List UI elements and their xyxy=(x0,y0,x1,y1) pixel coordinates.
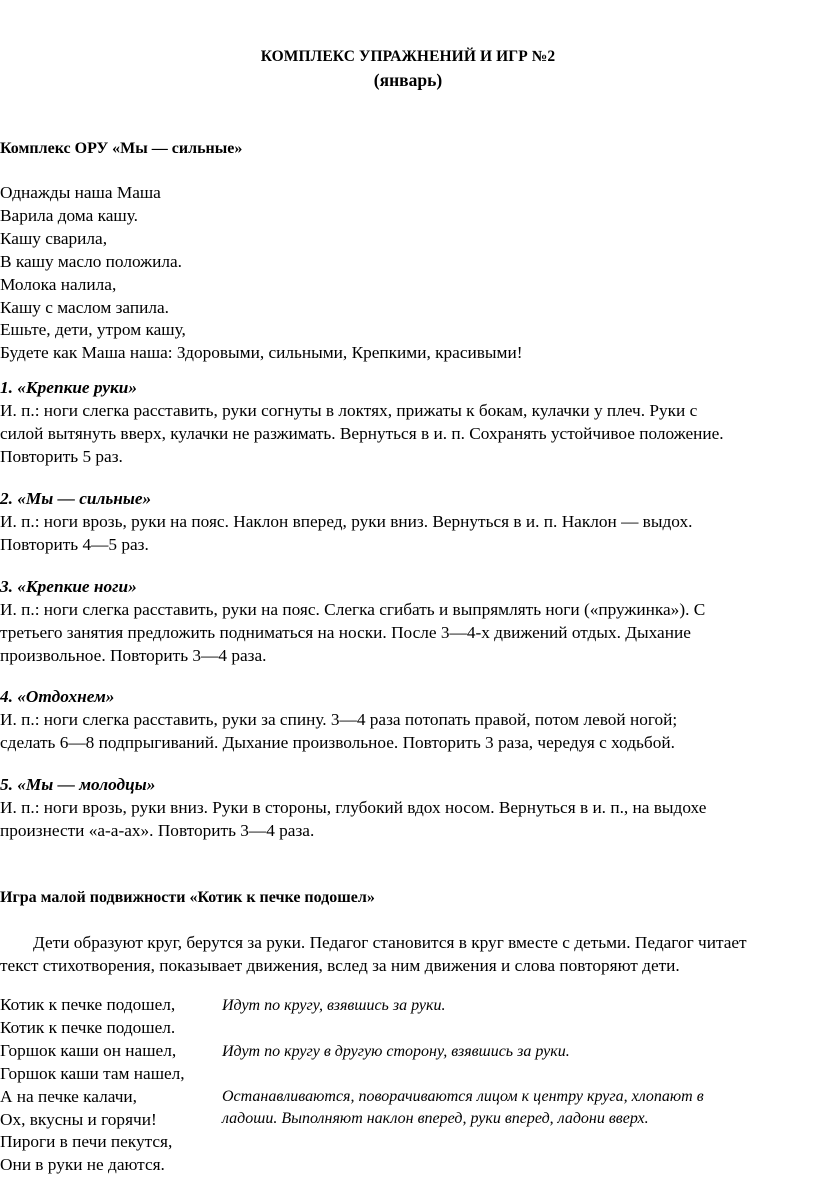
exercise-text: силой вытянуть вверх, кулачки не разжимать. Вернуться в и. п. Сохранять устойчивое положение. xyxy=(0,423,724,443)
oru-poem xyxy=(0,182,816,365)
game-intro-line: текст стихотворения, показывает движения, вслед за ним движения и слова повторяют дети. xyxy=(0,955,680,975)
exercise-text: произвольное. Повторить 3—4 раза. xyxy=(0,645,267,665)
exercise-5 xyxy=(0,774,816,843)
exercise-text: И. п.: ноги врозь, руки на пояс. Наклон вперед, руки вниз. Вернуться в и. п. Наклон — выдох. xyxy=(0,511,693,531)
oru-heading: Комплекс ОРУ «Мы — сильные» xyxy=(0,140,243,157)
exercise-text: И. п.: ноги врозь, руки вниз. Руки в стороны, глубокий вдох носом. Вернуться в и. п., на выдохе xyxy=(0,797,707,817)
verse-line: А на печке калачи, xyxy=(0,1086,137,1106)
game-action: Останавливаются, поворачиваются лицом к центру круга, хлопают в xyxy=(222,1088,704,1105)
exercise-heading: 3. «Крепкие ноги» xyxy=(0,577,137,596)
exercise-text: И. п.: ноги слегка расставить, руки согнуты в локтях, прижаты к бокам, кулачки у плеч. Руки с xyxy=(0,400,698,420)
exercise-2 xyxy=(0,488,816,557)
exercise-text: третьего занятия предложить подниматься на носки. После 3—4-х движений отдых. Дыхание xyxy=(0,622,691,642)
exercise-text: И. п.: ноги слегка расставить, руки на пояс. Слегка сгибать и выпрямлять ноги («пружинка»). С xyxy=(0,599,706,619)
game-action: Идут по кругу, взявшись за руки. xyxy=(222,997,446,1014)
exercise-text: произнести «а-а-ах». Повторить 3—4 раза. xyxy=(0,820,315,840)
poem-line: Варила дома кашу. xyxy=(0,205,138,225)
exercise-1 xyxy=(0,377,816,469)
game-action: Идут по кругу в другую сторону, взявшись за руки. xyxy=(222,1043,570,1060)
verse-line: Они в руки не даются. xyxy=(0,1155,165,1175)
exercise-text: Повторить 4—5 раз. xyxy=(0,534,149,554)
verse-line: Котик к печке подошел, xyxy=(0,995,176,1014)
poem-line: Кашу с маслом запила. xyxy=(0,297,169,317)
exercise-text: сделать 6—8 подпрыгиваний. Дыхание произвольное. Повторить 3 раза, чередуя с ходьбой. xyxy=(0,732,675,752)
document-title: КОМПЛЕКС УПРАЖНЕНИЙ И ИГР №2 xyxy=(260,48,556,65)
exercise-4 xyxy=(0,686,816,755)
verse-line: Пироги в печи пекутся, xyxy=(0,1132,173,1152)
poem-line: Будете как Маша наша: Здоровыми, сильными, Крепкими, красивыми! xyxy=(0,343,523,363)
exercise-text: Повторить 5 раз. xyxy=(0,446,123,466)
document-subtitle-month: (январь) xyxy=(373,70,443,90)
verse-line: Ох, вкусны и горячи! xyxy=(0,1109,157,1129)
exercise-3 xyxy=(0,576,816,668)
game-intro-line: Дети образуют круг, берутся за руки. Педагог становится в круг вместе с детьми. Педагог читает xyxy=(33,933,747,952)
exercise-heading: 2. «Мы — сильные» xyxy=(0,489,152,508)
game-heading: Игра малой подвижности «Котик к печке подошел» xyxy=(0,889,375,906)
verse-line: Горшок каши там нашел, xyxy=(0,1063,185,1083)
exercise-heading: 1. «Крепкие руки» xyxy=(0,378,138,397)
poem-line: Однажды наша Маша xyxy=(0,183,161,202)
exercise-heading: 5. «Мы — молодцы» xyxy=(0,775,156,794)
poem-line: Кашу сварила, xyxy=(0,228,108,248)
game-action: ладоши. Выполняют наклон вперед, руки вперед, ладони вверх. xyxy=(222,1110,649,1127)
verse-line: Котик к печке подошел. xyxy=(0,1017,176,1037)
game-verses xyxy=(0,994,215,1177)
verse-line: Горшок каши он нашел, xyxy=(0,1040,177,1060)
exercise-text: И. п.: ноги слегка расставить, руки за спину. 3—4 раза потопать правой, потом левой ногой; xyxy=(0,709,678,729)
poem-line: Ешьте, дети, утром кашу, xyxy=(0,320,186,340)
game-intro xyxy=(0,932,816,978)
exercise-heading: 4. «Отдохнем» xyxy=(0,687,115,706)
poem-line: В кашу масло положила. xyxy=(0,251,182,271)
poem-line: Молока налила, xyxy=(0,274,117,294)
